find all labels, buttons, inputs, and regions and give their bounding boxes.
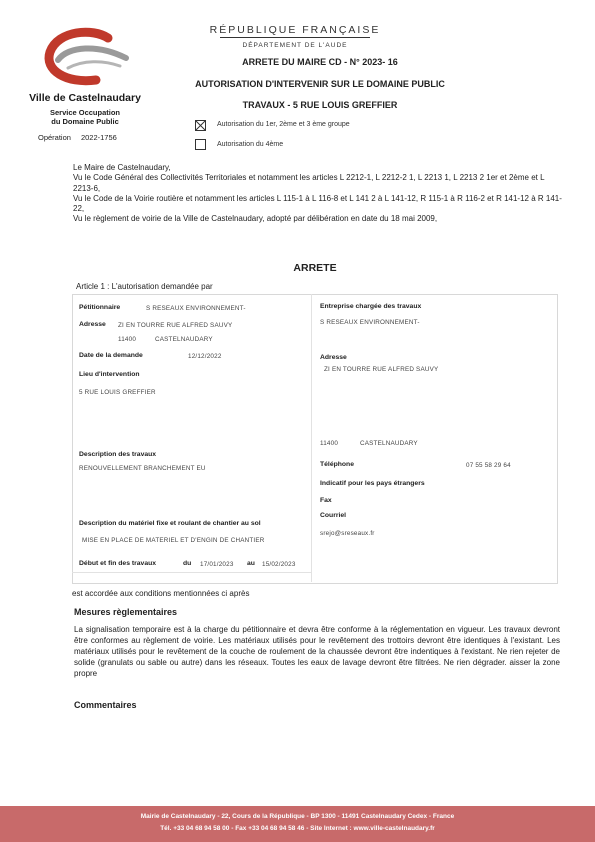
service-line-1: Service Occupation	[49, 108, 121, 117]
contractor-label: Entreprise chargée des travaux	[320, 303, 422, 310]
service-line-2: du Domaine Public	[51, 117, 119, 126]
town-logo	[38, 24, 138, 92]
arrete-heading: ARRETE	[293, 262, 337, 274]
request-date-value: 12/12/2022	[188, 353, 222, 360]
fax-label: Fax	[320, 497, 332, 504]
contractor-city-value: CASTELNAUDARY	[360, 440, 418, 447]
address-value: ZI EN TOURRE RUE ALFRED SAUVY	[118, 322, 233, 329]
town-name: Ville de Castelnaudary	[29, 92, 141, 104]
operation-value: 2022-1756	[80, 133, 117, 142]
operation-label: Opération	[38, 133, 71, 142]
conditions-text: est accordée aux conditions mentionnées ci après	[72, 589, 250, 598]
to-label: au	[247, 560, 255, 567]
authorization-title: AUTORISATION D'INTERVENIR SUR LE DOMAINE PUBLIC	[195, 79, 445, 89]
operation-ref	[38, 133, 117, 142]
intro-line: Vu le Code Général des Collectivités Territoriales et notamment les articles L 2212-1, L 2212-2 1, L 2213 1, L 2213 2 1er et 2ème et L 2213-6,	[73, 173, 545, 193]
contractor-postcode-value: 11400	[320, 440, 339, 447]
postcode-value: 11400	[118, 336, 137, 343]
from-label: du	[183, 560, 192, 567]
end-date-value: 15/02/2023	[262, 561, 296, 568]
group-4-label: Autorisation du 4ème	[217, 141, 284, 148]
petitioner-label: Pétitionnaire	[79, 304, 121, 311]
group-1-3-checkbox[interactable]	[195, 120, 206, 131]
email-label: Courriel	[320, 512, 347, 519]
contractor-address-label: Adresse	[320, 354, 347, 361]
intl-code-label: Indicatif pour les pays étrangers	[320, 480, 425, 487]
petitioner-value: S RESEAUX ENVIRONNEMENT-	[146, 305, 246, 312]
service-name	[26, 108, 144, 126]
check-mark-icon	[196, 121, 205, 130]
address-label: Adresse	[79, 321, 106, 328]
footer-contact: Tél. +33 04 68 94 58 00 - Fax +33 04 68 94 58 46 - Site Internet : www.ville-castelnaudary.fr	[160, 825, 435, 832]
works-description-label: Description des travaux	[79, 451, 157, 458]
contractor-value: S RESEAUX ENVIRONNEMENT-	[320, 319, 420, 326]
dates-label: Début et fin des travaux	[79, 560, 157, 567]
regulations-heading: Mesures règlementaires	[74, 607, 178, 617]
equipment-value: MISE EN PLACE DE MATERIEL ET D'ENGIN DE CHANTIER	[82, 537, 265, 544]
intro-line: Vu le règlement de voirie de la Ville de Castelnaudary, adopté par délibération en date du 18 mai 2009,	[73, 214, 438, 224]
row-divider	[72, 572, 312, 573]
works-description-value: RENOUVELLEMENT BRANCHEMENT EU	[79, 465, 206, 472]
phone-label: Téléphone	[320, 461, 354, 468]
request-date-label: Date de la demande	[79, 352, 143, 359]
contractor-address-value: ZI EN TOURRE RUE ALFRED SAUVY	[324, 366, 439, 373]
group-1-3-label: Autorisation du 1er, 2ème et 3 ème groupe	[217, 121, 350, 128]
intro-line: Vu le Code de la Voirie routière et notamment les articles L 115-1 à L 116-8 et L 141 2 à L 141-12, R 115-1 à R 116-2 et R 141-12 à R 141-22,	[73, 193, 562, 214]
republique-heading: RÉPUBLIQUE FRANÇAISE	[209, 24, 381, 36]
comments-heading: Commentaires	[74, 700, 137, 710]
divider	[220, 37, 370, 38]
column-divider	[311, 294, 312, 582]
department-heading: DÉPARTEMENT DE L'AUDE	[242, 42, 348, 49]
email-value: srejo@sreseaux.fr	[320, 530, 375, 537]
footer-address: Mairie de Castelnaudary - 22, Cours de la République - BP 1300 - 11491 Castelnaudary Cedex - France	[140, 813, 455, 820]
works-title: TRAVAUX - 5 RUE LOUIS GREFFIER	[242, 100, 398, 110]
legal-references	[73, 163, 563, 225]
start-date-value: 17/01/2023	[200, 561, 234, 568]
location-value: 5 RUE LOUIS GREFFIER	[79, 389, 156, 396]
regulations-text: La signalisation temporaire est à la charge du pétitionnaire et devra être conforme à la réglementation en vigueur. Les travaux devront être conformes au règlement de voirie. Les matériaux utilisés pour le revêtement des trottoirs devront être identiques à l'existant. Les matériaux utilisés pour le revêtement de la couche de roulement de la chaussée devront être indentiques à l'existant. Ne rien rejeter de solide (granulats ou sable ou autre) dans les réseaux. Toutes les eaux de lavage devront être filtrées. Ne rien dégrader. aisser la zone propre	[74, 625, 560, 678]
phone-value: 07 55 58 29 64	[466, 462, 511, 469]
city-value: CASTELNAUDARY	[155, 336, 213, 343]
document-title: ARRETE DU MAIRE CD - N° 2023- 16	[242, 57, 398, 67]
equipment-label: Description du matériel fixe et roulant de chantier au sol	[79, 520, 261, 527]
intro-line: Le Maire de Castelnaudary,	[73, 163, 171, 172]
footer-band	[0, 806, 595, 842]
location-label: Lieu d'intervention	[79, 371, 140, 378]
group-4-checkbox[interactable]	[195, 139, 206, 150]
article-1: Article 1 : L'autorisation demandée par	[76, 282, 213, 291]
